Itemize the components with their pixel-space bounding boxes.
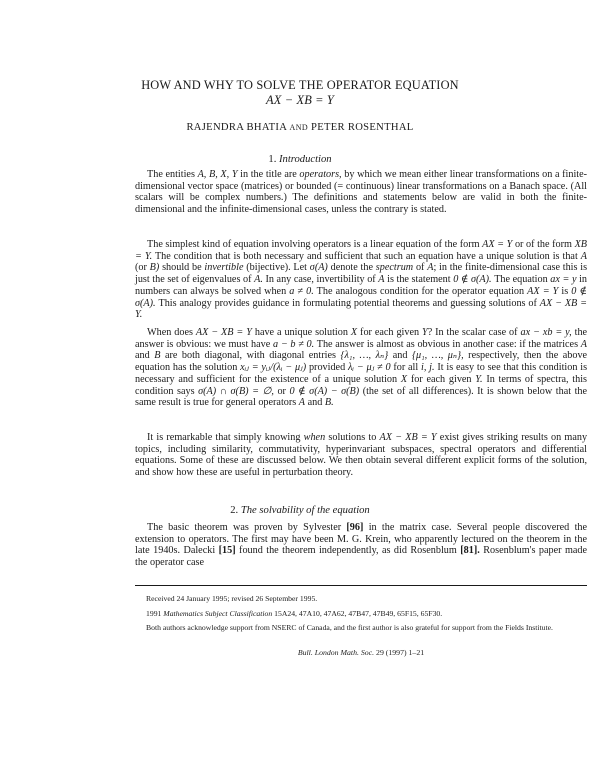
author-conjunction: AND [289,123,309,132]
paragraph-5: The basic theorem was proven by Sylvester [96] in the matrix case. Several people discovered the extension to operators. The first may have been M. G. Krein, who apparently lectured on the theorem in the late 1940s. Dalecki [15] found the theorem independently, as did Rosenblum [81]. Rosenblum's paper made the operator case [135,522,588,569]
paper-title-line-1: HOW AND WHY TO SOLVE THE OPERATOR EQUATION [141,78,459,92]
title-equation: AX − XB = Y [266,93,334,107]
journal-name: Bull. London Math. Soc. [297,648,375,657]
section-title: Introduction [279,154,332,165]
citation-15: [15] [218,545,236,557]
citation-96: [96] [346,522,364,533]
footnote-divider [135,585,587,586]
paragraph-2: The simplest kind of equation involving operators is a linear equation of the form AX = Y or of the form XB = Y. The condition that is both necessary and sufficient that such an equation have a unique solution is that A (or B) should be invertible (bijective). Let σ(A) denote the spectrum of A; in the finite-dimensional case this is just the set of eigenvalues of A. In any case, invertibility of A is the statement 0 ∉ σ(A). The equation ax = y in numbers can always be solved when a ≠ 0. The analogous condition for the operator equation AX = Y is 0 ∉ σ(A). This analogy provides guidance in formulating potential theorems and guessing solutions of AX − XB = Y. [135,239,588,321]
section-title: The solvability of the equation [240,505,370,516]
author-line [0,122,600,133]
section-number: 2. [230,505,239,516]
section-heading-1 [0,154,600,165]
paragraph-1: The entities A, B, X, Y in the title are operators, by which we mean either linear transformations on a finite-dimensional vector space (matrices) or bounded (= continuous) linear transformations on a Banach space. (All scalars will be complex numbers.) The definitions and statements below are valid in both the finite-dimensional and the infinite-dimensional cases, unless the contrary is stated. [135,169,588,216]
author-2: PETER ROSENTHAL [311,122,414,133]
author-1: RAJENDRA BHATIA [186,122,287,133]
section-number: 1. [268,154,277,165]
section-heading-2 [0,505,600,516]
paragraph-3: When does AX − XB = Y have a unique solution X for each given Y? In the scalar case of ax − xb = y, the answer is obvious: we must have a − b ≠ 0. The answer is almost as obvious in another case: if the matrices A and B are both diagonal, with diagonal entries {λ₁, …, λₙ} and {μ₁, …, μₙ}, respectively, then the above equation has the solution xᵢⱼ = yᵢⱼ/(λᵢ − μⱼ) provided λᵢ − μⱼ ≠ 0 for all i, j. It is easy to see that this condition is necessary and sufficient for the existence of a unique solution X for each given Y. In terms of spectra, this condition says σ(A) ∩ σ(B) = ∅, or 0 ∉ σ(A) − σ(B) (the set of all differences). It is shown below that the same result is true for general operators A and B. [135,327,588,409]
citation-81: [81]. [460,545,480,557]
footnote-acknowledgement: Both authors acknowledge support from NSERC of Canada, and the first author is also grateful for support from the Fields Institute. [146,623,553,632]
footnote-received: Received 24 January 1995; revised 26 September 1995. [146,594,318,603]
footnote-msc: 1991 Mathematics Subject Classification 15A24, 47A10, 47A62, 47B47, 47B49, 65F15, 65F30. [146,609,443,618]
paper-title-line-2 [0,93,600,108]
journal-citation [135,648,587,657]
paragraph-4: It is remarkable that simply knowing when solutions to AX − XB = Y exist gives striking results on many topics, including similarity, commutativity, hyperinvariant subspaces, spectral operators and differential equations. Some of these are discussed below. We then obtain several different explicit forms of the solution, and show how these are useful in perturbation theory. [135,432,588,479]
journal-volume: 29 (1997) 1–21 [376,648,425,657]
